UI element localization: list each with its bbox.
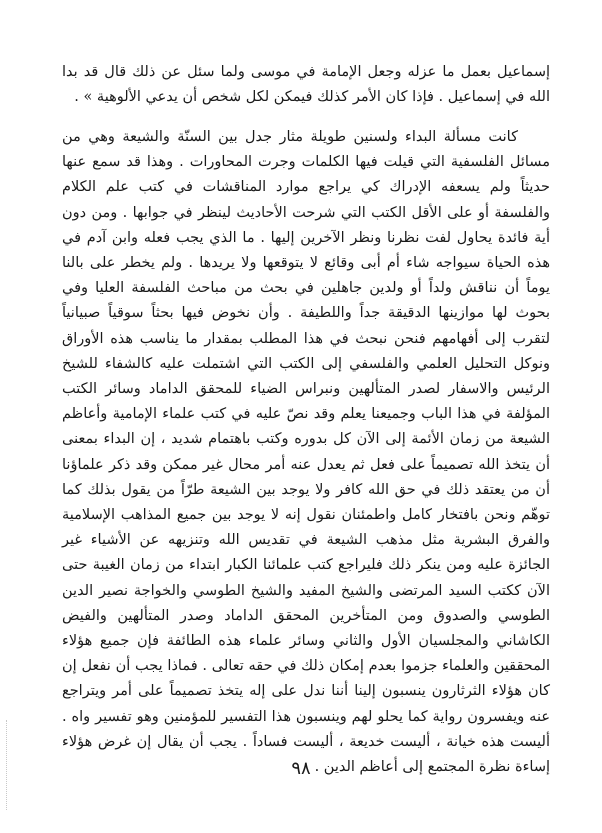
scan-edge-mark xyxy=(6,720,9,810)
paragraph-text: كانت مسألة البداء ولسنين طويلة مثار جدل بين السنّة والشيعة وهي من مسائل الفلسفية التي قيلت فيها الكلمات وجرت المحاورات . وهذا قد سمع عنها حديثاً ولم يسعفه الإدراك كي يراجع موارد المناقشات في كتب علم الكلام والفلسفة أو على الأقل الكتب التي شرحت الأحاديث لينظر في جوابها . ومن دون أية فائدة يحاول لفت نظرنا ونظر الآخرين إليها . ما الذي يجب فعله وابن آدم في هذه الحياة سيواجه شاء أم أبى وقائع لا يتوقعها ولا يريدها . ولم يخطر على بالنا يوماً أن نناقش ولداً أو ولدين جاهلين في بحث من مباحث الفلسفة العليا وفي بحوث لها موازينها الدقيقة جداً واللطيفة . وأن نخوض فيها بحثاً سوقياً صبيانياً لتقرب إلى أفهامهم فنحن نبحث في هذا المطلب بمقدار ما يناسب هذه الأوراق ونوكل التحليل العلمي والفلسفي إلى الكتب التي اشتملت عليه كالشفاء للشيخ الرئيس والاسفار لصدر المتألهين ونبراس الضياء للمحقق الداماد وسائر الكتب المؤلفة في هذا الباب وجميعنا يعلم وقد نصّ عليه في كتب علماء الإمامية وأعاظم الشيعة من زمان الأئمة إلى الآن كل بدوره وكتب باهتمام شديد ، إن البداء بمعنى أن يتخذ الله تصميماً على فعل ثم يعدل عنه أمر محال غير ممكن وقد ذكر علماؤنا أن من يعتقد ذلك في حق الله كافر ولا يوجد بين الشيعة طرّاً من يقول بذلك كما توهّم ونحن بافتخار كامل واطمئنان نقول إنه لا يوجد بين جميع المذاهب الإسلامية والفرق البشرية مثل مذهب الشيعة في تقديس الله وتنزيهه عن الأشياء غير الجائزة عليه ومن ينكر ذلك فليراجع كتب علمائنا الكبار ابتداء من زمان الغيبة حتى الآن ككتب السيد المرتضى والشيخ المفيد والشيخ الطوسي والخواجة نصير الدين الطوسي والصدوق ومن المتأخرين المحقق الداماد وصدر المتألهين والفيض الكاشاني والمجلسيان الأول والثاني وسائر علماء هذه الطائفة فإن جميع هؤلاء المحققين والعلماء جزموا بعدم إمكان ذلك في حقه تعالى . فماذا يجب أن نفعل إن كان هؤلاء الثرثارون ينسبون إلينا أننا ندل على إله يتخذ تصميماً على أمر ويتراجع عنه ويفسرون رواية كما يحلو لهم وينسبون هذا التفسير للمؤمنين وهو تفسير واه . أليست هذه خيانة ، أليست خديعة ، أليست فساداً . يجب أن يقال إن غرض هؤلاء إساءة نظرة المجتمع إلى أعاظم الدين . xyxy=(62,129,550,776)
page-number: ٩٨ xyxy=(291,758,311,779)
paragraph-text: إسماعيل بعمل ما عزله وجعل الإمامة في موسى ولما سئل عن ذلك قال قد بدا الله في إسماعيل . فإذا كان الأمر كذلك فيمكن لكل شخص أن يدعي الألوهية » . xyxy=(62,64,550,106)
opening-paragraph xyxy=(62,60,550,110)
main-paragraph xyxy=(62,125,550,780)
